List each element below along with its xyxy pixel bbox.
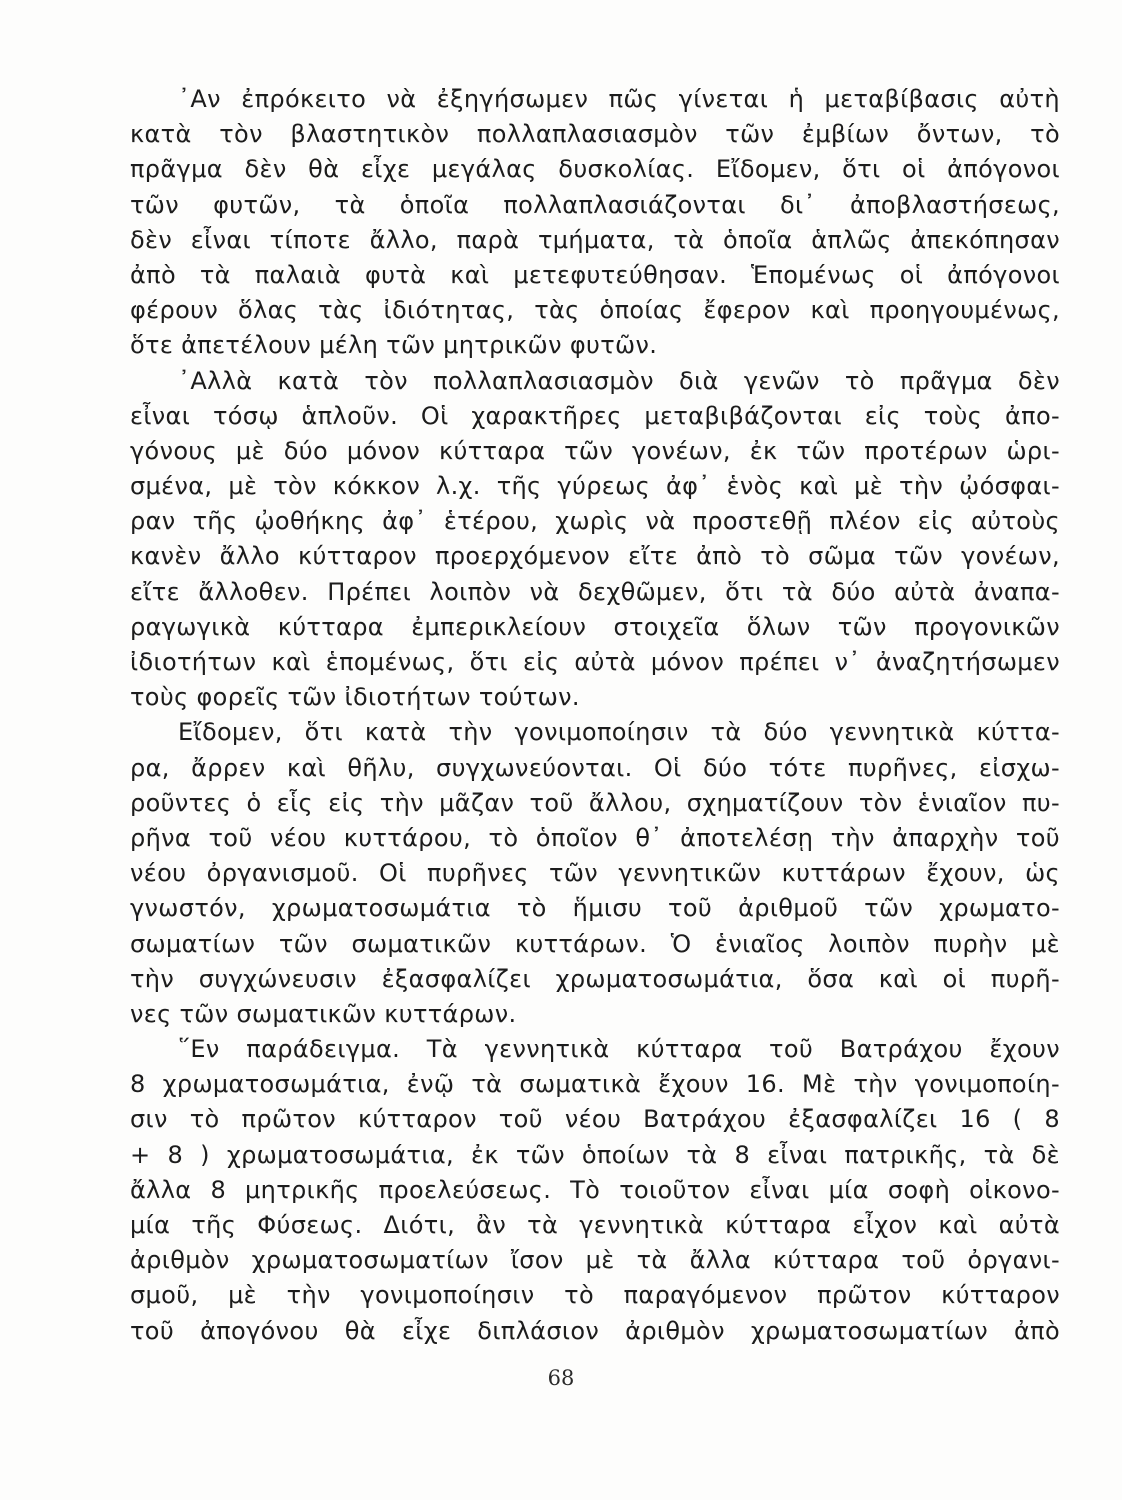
text-line: τὴν συγχώνευσιν ἐξασφαλίζει χρωματοσωμάτια, ὅσα καὶ οἱ πυρῆ- — [130, 964, 1060, 993]
text-line: τοῦ ἀπογόνου θὰ εἶχε διπλάσιον ἀριθμὸν χρωματοσωματίων ἀπὸ — [130, 1316, 1060, 1345]
text-line: τῶν φυτῶν, τὰ ὁποῖα πολλαπλασιάζονται δι᾽ ἀποβλαστήσεως, — [130, 190, 1060, 219]
text-line: νέου ὀργανισμοῦ. Οἱ πυρῆνες τῶν γεννητικῶν κυττάρων ἔχουν, ὡς — [130, 859, 1060, 888]
text-line: ραγωγικὰ κύτταρα ἐμπερικλείουν στοιχεῖα ὅλων τῶν προγονικῶν — [130, 612, 1060, 641]
text-line: φέρουν ὅλας τὰς ἰδιότητας, τὰς ὁποίας ἔφερον καὶ προηγουμένως, — [130, 296, 1060, 325]
text-line: γόνους μὲ δύο μόνον κύτταρα τῶν γονέων, ἐκ τῶν προτέρων ὡρι- — [130, 436, 1060, 465]
text-line: ροῦντες ὁ εἷς εἰς τὴν μᾶζαν τοῦ ἄλλου, σχηματίζουν τὸν ἑνιαῖον πυ- — [130, 788, 1060, 817]
text-line: ἰδιοτήτων καὶ ἑπομένως, ὅτι εἰς αὐτὰ μόνον πρέπει ν᾽ ἀναζητήσωμεν — [130, 648, 1060, 676]
text-line: ραν τῆς ᾠοθήκης ἀφ᾽ ἑτέρου, χωρὶς νὰ προστεθῇ πλέον εἰς αὐτοὺς — [130, 507, 1060, 536]
body-text — [130, 82, 1060, 1349]
text-line: ἄλλα 8 μητρικῆς προελεύσεως. Τὸ τοιοῦτον εἶναι μία σοφὴ οἰκονο- — [130, 1175, 1060, 1204]
text-line: ἀριθμὸν χρωματοσωματίων ἴσον μὲ τὰ ἄλλα κύτταρα τοῦ ὀργανι- — [130, 1246, 1060, 1275]
text-line: ῞Εν παράδειγμα. Τὰ γεννητικὰ κύτταρα τοῦ Βατράχου ἔχουν — [178, 1035, 1060, 1064]
text-line: Εἴδομεν, ὅτι κατὰ τὴν γονιμοποίησιν τὰ δύο γεννητικὰ κύττα- — [178, 718, 1060, 747]
text-line: ᾽Αλλὰ κατὰ τὸν πολλαπλασιασμὸν διὰ γενῶν τὸ πρᾶγμα δὲν — [178, 366, 1060, 395]
text-line: πρᾶγμα δὲν θὰ εἶχε μεγάλας δυσκολίας. Εἴδομεν, ὅτι οἱ ἀπόγονοι — [130, 155, 1060, 184]
text-line: σμένα, μὲ τὸν κόκκον λ.χ. τῆς γύρεως ἀφ᾽ ἑνὸς καὶ μὲ τὴν ᾠόσφαι- — [130, 472, 1060, 501]
text-line: κανὲν ἄλλο κύτταρον προερχόμενον εἴτε ἀπὸ τὸ σῶμα τῶν γονέων, — [130, 542, 1060, 571]
text-line: γνωστόν, χρωματοσωμάτια τὸ ἥμισυ τοῦ ἀριθμοῦ τῶν χρωματο- — [130, 894, 1060, 923]
text-line: μία τῆς Φύσεως. Διότι, ἂν τὰ γεννητικὰ κύτταρα εἶχον καὶ αὐτὰ — [130, 1211, 1060, 1239]
text-line: εἶναι τόσῳ ἁπλοῦν. Οἱ χαρακτῆρες μεταβιβάζονται εἰς τοὺς ἀπο- — [130, 401, 1060, 430]
text-line: δὲν εἶναι τίποτε ἄλλο, παρὰ τμήματα, τὰ ὁποῖα ἁπλῶς ἀπεκόπησαν — [130, 225, 1060, 254]
text-line: τοὺς φορεῖς τῶν ἰδιοτήτων τούτων. — [130, 683, 580, 712]
text-line: ἀπὸ τὰ παλαιὰ φυτὰ καὶ μετεφυτεύθησαν. Ἑπομένως οἱ ἀπόγονοι — [130, 260, 1060, 289]
text-line: εἴτε ἄλλοθεν. Πρέπει λοιπὸν νὰ δεχθῶμεν, ὅτι τὰ δύο αὐτὰ ἀναπα- — [130, 577, 1060, 606]
text-line: σμοῦ, μὲ τὴν γονιμοποίησιν τὸ παραγόμενον πρῶτον κύτταρον — [130, 1281, 1060, 1310]
text-line: + 8 ) χρωματοσωμάτια, ἐκ τῶν ὁποίων τὰ 8 εἶναι πατρικῆς, τὰ δὲ — [130, 1140, 1060, 1169]
text-line: κατὰ τὸν βλαστητικὸν πολλαπλασιασμὸν τῶν ἐμβίων ὄντων, τὸ — [130, 120, 1060, 149]
page-number: 68 — [547, 1366, 575, 1390]
text-line: ὅτε ἀπετέλουν μέλη τῶν μητρικῶν φυτῶν. — [130, 331, 658, 360]
text-line: ρῆνα τοῦ νέου κυττάρου, τὸ ὁποῖον θ᾽ ἀποτελέσῃ τὴν ἀπαρχὴν τοῦ — [130, 823, 1060, 852]
text-line: σωματίων τῶν σωματικῶν κυττάρων. Ὁ ἑνιαῖος λοιπὸν πυρὴν μὲ — [130, 929, 1060, 958]
text-line: νες τῶν σωματικῶν κυττάρων. — [130, 999, 517, 1028]
text-line: ᾽Αν ἐπρόκειτο νὰ ἐξηγήσωμεν πῶς γίνεται ἡ μεταβίβασις αὐτὴ — [178, 85, 1060, 113]
text-line: ρα, ἄρρεν καὶ θῆλυ, συγχωνεύονται. Οἱ δύο τότε πυρῆνες, εἰσχω- — [130, 753, 1060, 782]
text-line: σιν τὸ πρῶτον κύτταρον τοῦ νέου Βατράχου ἐξασφαλίζει 16 ( 8 — [130, 1105, 1060, 1134]
text-line: 8 χρωματοσωμάτια, ἐνῷ τὰ σωματικὰ ἔχουν 16. Μὲ τὴν γονιμοποίη- — [130, 1070, 1060, 1099]
